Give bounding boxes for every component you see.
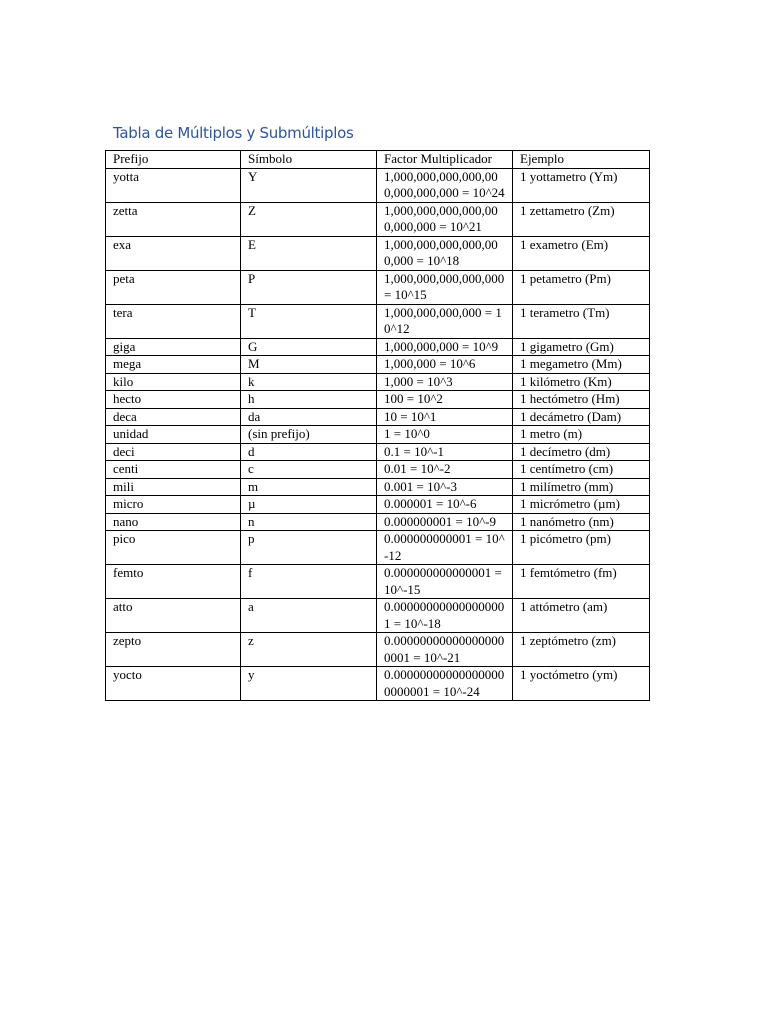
cell-symbol: d: [241, 443, 377, 461]
cell-symbol: µ: [241, 496, 377, 514]
cell-example: 1 terametro (Tm): [513, 304, 650, 338]
cell-symbol: a: [241, 599, 377, 633]
table-row: [106, 461, 650, 479]
cell-symbol: f: [241, 565, 377, 599]
cell-example: 1 picómetro (pm): [513, 531, 650, 565]
cell-factor: 1,000,000,000,000 = 10^12: [377, 304, 513, 338]
cell-prefix: giga: [106, 338, 241, 356]
table-row: [106, 202, 650, 236]
cell-example: 1 exametro (Em): [513, 236, 650, 270]
cell-factor: 0.000000000000000000001 = 10^-21: [377, 633, 513, 667]
cell-factor: 100 = 10^2: [377, 391, 513, 409]
table-body: [106, 168, 650, 701]
cell-prefix: zetta: [106, 202, 241, 236]
header-ejemplo: Ejemplo: [513, 151, 650, 169]
cell-prefix: kilo: [106, 373, 241, 391]
cell-symbol: h: [241, 391, 377, 409]
cell-factor: 1,000,000 = 10^6: [377, 356, 513, 374]
cell-factor: 0.000000001 = 10^-9: [377, 513, 513, 531]
table-row: [106, 391, 650, 409]
cell-symbol: Z: [241, 202, 377, 236]
cell-example: 1 decímetro (dm): [513, 443, 650, 461]
cell-factor: 0.000000000000000001 = 10^-18: [377, 599, 513, 633]
cell-example: 1 gigametro (Gm): [513, 338, 650, 356]
cell-example: 1 yottametro (Ym): [513, 168, 650, 202]
cell-symbol: G: [241, 338, 377, 356]
cell-prefix: nano: [106, 513, 241, 531]
cell-factor: 0.000000000000001 = 10^-15: [377, 565, 513, 599]
table-row: [106, 168, 650, 202]
table-row: [106, 531, 650, 565]
header-factor: Factor Multiplicador: [377, 151, 513, 169]
table-row: [106, 356, 650, 374]
cell-prefix: pico: [106, 531, 241, 565]
table-row: [106, 443, 650, 461]
cell-symbol: z: [241, 633, 377, 667]
cell-symbol: y: [241, 667, 377, 701]
cell-example: 1 attómetro (am): [513, 599, 650, 633]
table-row: [106, 426, 650, 444]
table-row: [106, 373, 650, 391]
prefix-table: [105, 150, 650, 701]
table-row: [106, 565, 650, 599]
table-row: [106, 513, 650, 531]
cell-prefix: zepto: [106, 633, 241, 667]
cell-factor: 1 = 10^0: [377, 426, 513, 444]
header-prefijo: Prefijo: [106, 151, 241, 169]
cell-factor: 1,000,000,000,000,000,000 = 10^18: [377, 236, 513, 270]
cell-symbol: E: [241, 236, 377, 270]
table-row: [106, 599, 650, 633]
cell-factor: 0.000001 = 10^-6: [377, 496, 513, 514]
cell-factor: 0.001 = 10^-3: [377, 478, 513, 496]
cell-prefix: centi: [106, 461, 241, 479]
cell-factor: 1,000,000,000 = 10^9: [377, 338, 513, 356]
cell-symbol: m: [241, 478, 377, 496]
cell-example: 1 metro (m): [513, 426, 650, 444]
cell-prefix: mili: [106, 478, 241, 496]
cell-factor: 0.01 = 10^-2: [377, 461, 513, 479]
cell-example: 1 centímetro (cm): [513, 461, 650, 479]
cell-example: 1 nanómetro (nm): [513, 513, 650, 531]
table-row: [106, 633, 650, 667]
table-header-row: [106, 151, 650, 169]
cell-example: 1 yoctómetro (ym): [513, 667, 650, 701]
cell-prefix: yocto: [106, 667, 241, 701]
cell-symbol: (sin prefijo): [241, 426, 377, 444]
cell-prefix: hecto: [106, 391, 241, 409]
table-row: [106, 236, 650, 270]
header-simbolo: Símbolo: [241, 151, 377, 169]
cell-factor: 0.000000000000000000000001 = 10^-24: [377, 667, 513, 701]
cell-example: 1 petametro (Pm): [513, 270, 650, 304]
cell-factor: 1,000 = 10^3: [377, 373, 513, 391]
cell-example: 1 micrómetro (µm): [513, 496, 650, 514]
cell-factor: 10 = 10^1: [377, 408, 513, 426]
cell-prefix: femto: [106, 565, 241, 599]
cell-example: 1 femtómetro (fm): [513, 565, 650, 599]
cell-prefix: exa: [106, 236, 241, 270]
cell-example: 1 milímetro (mm): [513, 478, 650, 496]
cell-prefix: deci: [106, 443, 241, 461]
cell-example: 1 megametro (Mm): [513, 356, 650, 374]
cell-symbol: c: [241, 461, 377, 479]
cell-prefix: micro: [106, 496, 241, 514]
table-row: [106, 667, 650, 701]
cell-symbol: P: [241, 270, 377, 304]
cell-prefix: yotta: [106, 168, 241, 202]
table-row: [106, 408, 650, 426]
cell-example: 1 hectómetro (Hm): [513, 391, 650, 409]
page-title: Tabla de Múltiplos y Submúltiplos: [113, 124, 354, 142]
cell-symbol: da: [241, 408, 377, 426]
cell-symbol: Y: [241, 168, 377, 202]
table-row: [106, 338, 650, 356]
cell-factor: 0.1 = 10^-1: [377, 443, 513, 461]
cell-factor: 1,000,000,000,000,000,000,000 = 10^21: [377, 202, 513, 236]
cell-factor: 1,000,000,000,000,000 = 10^15: [377, 270, 513, 304]
cell-symbol: p: [241, 531, 377, 565]
cell-example: 1 kilómetro (Km): [513, 373, 650, 391]
table-row: [106, 270, 650, 304]
cell-example: 1 zettametro (Zm): [513, 202, 650, 236]
cell-symbol: M: [241, 356, 377, 374]
cell-example: 1 decámetro (Dam): [513, 408, 650, 426]
cell-symbol: k: [241, 373, 377, 391]
cell-prefix: deca: [106, 408, 241, 426]
cell-prefix: unidad: [106, 426, 241, 444]
table-row: [106, 478, 650, 496]
cell-symbol: T: [241, 304, 377, 338]
cell-factor: 1,000,000,000,000,000,000,000,000 = 10^24: [377, 168, 513, 202]
table-row: [106, 304, 650, 338]
cell-prefix: atto: [106, 599, 241, 633]
cell-prefix: tera: [106, 304, 241, 338]
cell-prefix: peta: [106, 270, 241, 304]
cell-prefix: mega: [106, 356, 241, 374]
cell-factor: 0.000000000001 = 10^-12: [377, 531, 513, 565]
cell-example: 1 zeptómetro (zm): [513, 633, 650, 667]
cell-symbol: n: [241, 513, 377, 531]
table-row: [106, 496, 650, 514]
